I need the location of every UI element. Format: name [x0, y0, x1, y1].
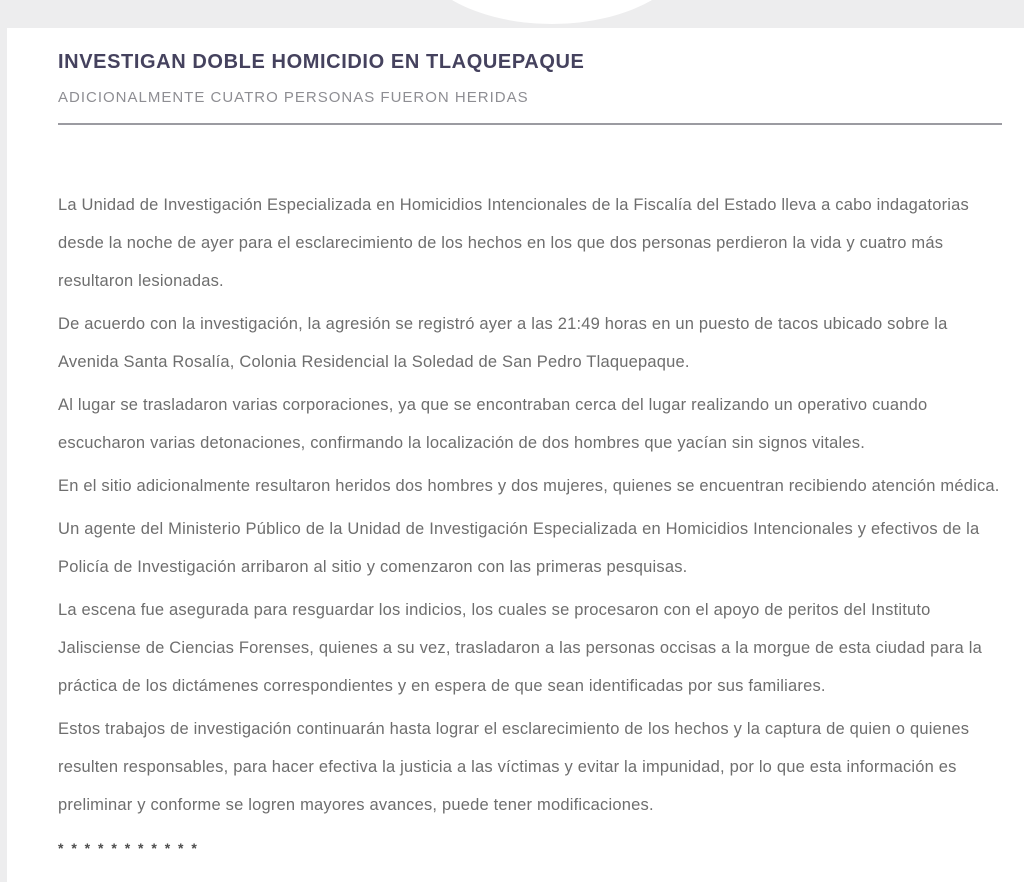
article-paragraph-3: Al lugar se trasladaron varias corporaciones, ya que se encontraban cerca del lugar realizando un operativo cuando escucharon varias detonaciones, confirmando la localización de dos hombres que yacían sin signos vitales. [58, 396, 928, 452]
article-paragraph-5: Un agente del Ministerio Público de la Unidad de Investigación Especializada en Homicidios Intencionales y efectivos de la Policía de Investigación arribaron al sitio y comenzaron con las primeras pesquisas. [58, 520, 980, 576]
title-divider [58, 123, 1002, 125]
article-card [7, 28, 1024, 882]
article-paragraph-6: La escena fue asegurada para resguardar los indicios, los cuales se procesaron con el apoyo de peritos del Instituto Jalisciense de Ciencias Forenses, quienes a su vez, trasladaron a las personas occisas a la morgue de esta ciudad para la práctica de los dictámenes correspondientes y en espera de que sean identificadas por sus familiares. [58, 601, 982, 695]
article-paragraph-2: De acuerdo con la investigación, la agresión se registró ayer a las 21:49 horas en un puesto de tacos ubicado sobre la Avenida Santa Rosalía, Colonia Residencial la Soledad de San Pedro Tlaquepaque. [58, 315, 948, 371]
article-paragraph-7: Estos trabajos de investigación continuarán hasta lograr el esclarecimiento de los hechos y la captura de quien o quienes resulten responsables, para hacer efectiva la justicia a las víctimas y evitar la impunidad, por lo que esta información es preliminar y conforme se logren mayores avances, puede tener modificaciones. [58, 720, 970, 814]
article-subtitle: ADICIONALMENTE CUATRO PERSONAS FUERON HERIDAS [58, 89, 529, 106]
article-paragraph-1: La Unidad de Investigación Especializada en Homicidios Intencionales de la Fiscalía del Estado lleva a cabo indagatorias desde la noche de ayer para el esclarecimiento de los hechos en los que dos personas perdieron la vida y cuatro más resultaron lesionadas. [58, 196, 969, 290]
article-paragraph-4: En el sitio adicionalmente resultaron heridos dos hombres y dos mujeres, quienes se encuentran recibiendo atención médica. [58, 477, 1000, 495]
article-body [58, 186, 1002, 867]
logo-circle-bump [412, 0, 692, 24]
article-title: INVESTIGAN DOBLE HOMICIDIO EN TLAQUEPAQUE [58, 51, 585, 73]
article-footer-marks: * * * * * * * * * * * [58, 840, 199, 856]
